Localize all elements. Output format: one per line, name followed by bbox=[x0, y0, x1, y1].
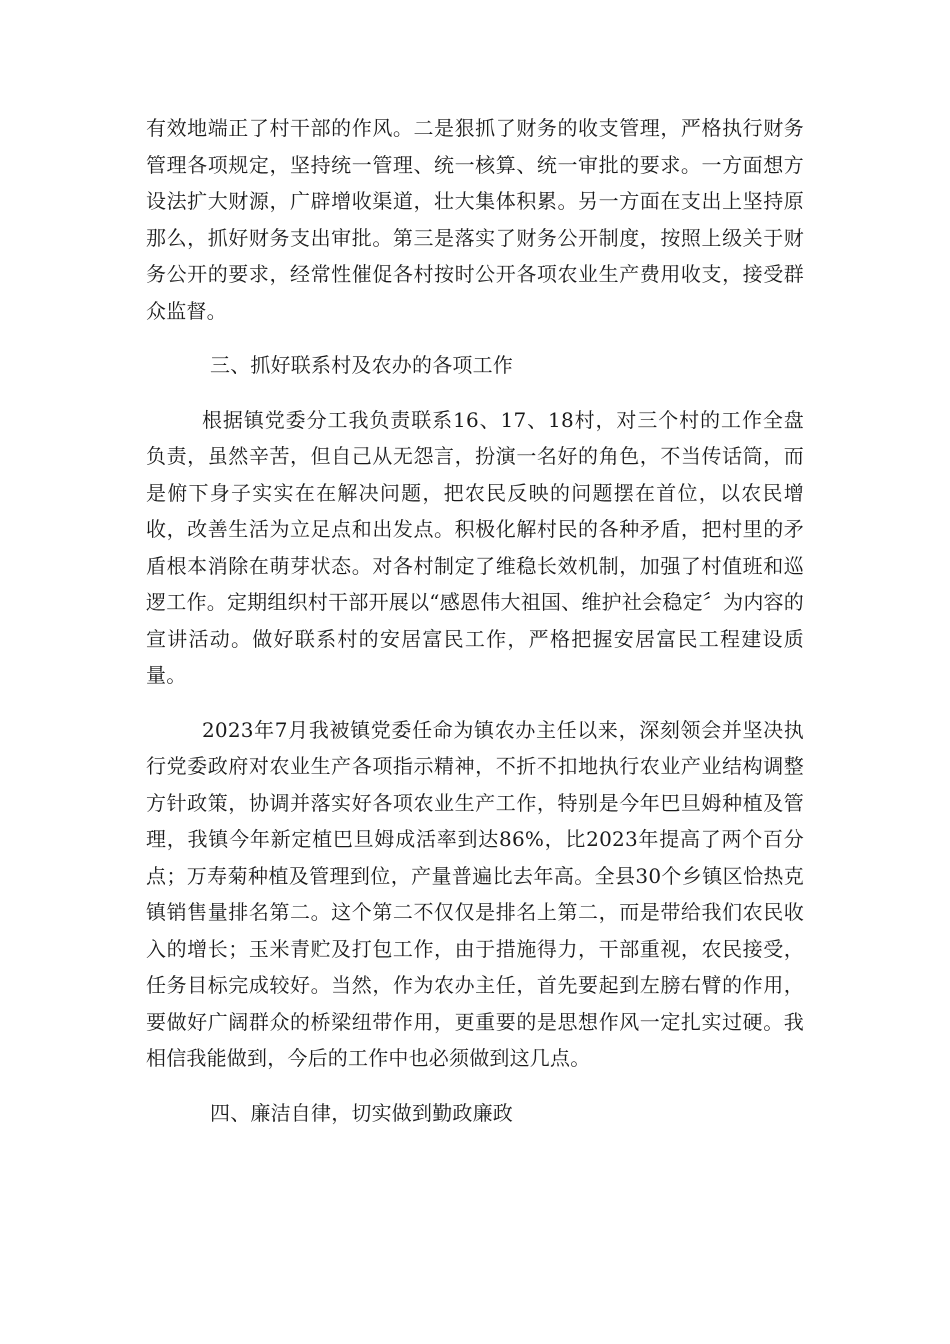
document-body bbox=[146, 110, 804, 1149]
section-heading-four: 四、廉洁自律，切实做到勤政廉政 bbox=[210, 1100, 513, 1125]
paragraph-village-liaison: 根据镇党委分工我负责联系16、17、18村，对三个村的工作全盘负责，虽然辛苦，但自己从无怨言，扮演一名好的角色，不当传话筒，而是俯下身子实实在在解决问题，把农民反映的问题摆在首位，以农民增收，改善生活为立足点和出发点。积极化解村民的各种矛盾，把村里的矛盾根本消除在萌芽状态。对各村制定了维稳长效机制，加强了村值班和巡逻工作。定期组织村干部开展以“感恩伟大祖国、维护社会稳定〞为内容的宣讲活动。做好联系村的安居富民工作，严格把握安居富民工程建设质量。 bbox=[146, 407, 804, 687]
paragraph-continuation: 有效地端正了村干部的作风。二是狠抓了财务的收支管理，严格执行财务管理各项规定，坚持统一管理、统一核算、统一审批的要求。一方面想方设法扩大财源，广辟增收渠道，壮大集体积累。另一方面在支出上坚持原那么，抓好财务支出审批。第三是落实了财务公开制度，按照上级关于财务公开的要求，经常性催促各村按时公开各项农业生产费用收支，接受群众监督。 bbox=[146, 116, 804, 323]
section-heading-three: 三、抓好联系村及农办的各项工作 bbox=[210, 353, 513, 377]
paragraph-agriculture-office: 2023年7月我被镇党委任命为镇农办主任以来，深刻领会并坚决执行党委政府对农业生产各项指示精神，不折不扣地执行农业产业结构调整方针政策，协调并落实好各项农业生产工作，特别是今年巴旦姆种植及管理，我镇今年新定植巴旦姆成活率到达86%，比2023年提高了两个百分点；万寿菊种植及管理到位，产量普遍比去年高。全县30个乡镇区恰热克镇销售量排名第二。这个第二不仅仅是排名上第二，而是带给我们农民收入的增长；玉米青贮及打包工作，由于措施得力，干部重视，农民接受，任务目标完成较好。当然，作为农办主任，首先要起到左膀右臂的作用，要做好广阔群众的桥梁纽带作用，更重要的是思想作风一定扎实过硬。我相信我能做到，今后的工作中也必须做到这几点。 bbox=[146, 717, 804, 1070]
